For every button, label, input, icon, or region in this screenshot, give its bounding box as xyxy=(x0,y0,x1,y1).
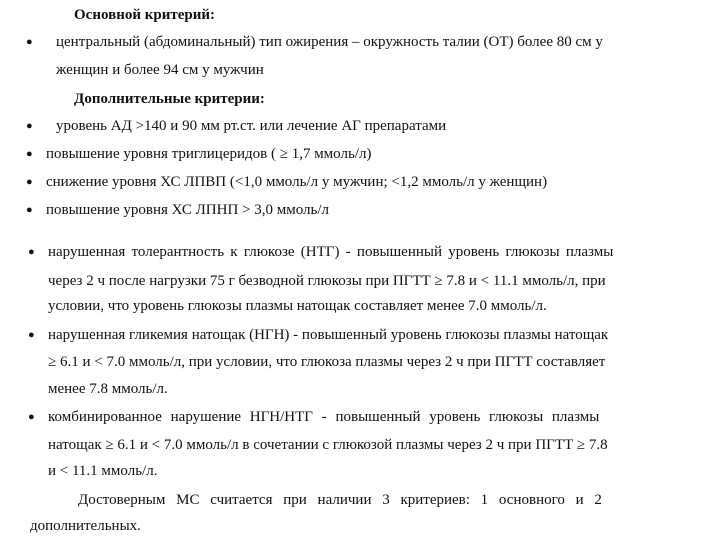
glucose-item-2-line-3: менее 7.8 ммоль/л. xyxy=(48,381,168,397)
additional-criteria-heading: Дополнительные критерии: xyxy=(74,91,265,107)
bullet-icon: ● xyxy=(28,246,35,258)
bullet-icon: ● xyxy=(26,148,33,160)
bullet-icon: ● xyxy=(26,36,33,48)
bullet-icon: ● xyxy=(28,329,35,341)
conclusion-line-1: Достоверным МС считается при наличии 3 критериев: 1 основного и 2 xyxy=(78,492,602,508)
additional-criterion-item: снижение уровня ХС ЛПВП (<1,0 ммоль/л у мужчин; <1,2 ммоль/л у женщин) xyxy=(46,174,548,190)
additional-criterion-item: повышение уровня триглицеридов ( ≥ 1,7 ммоль/л) xyxy=(46,146,372,162)
glucose-item-3-line-1: комбинированное нарушение НГН/НТГ - повышенный уровень глюкозы плазмы xyxy=(48,409,600,425)
glucose-item-2-line-2: ≥ 6.1 и < 7.0 ммоль/л, при условии, что глюкоза плазмы через 2 ч при ПГТТ составляет xyxy=(48,354,606,370)
bullet-icon: ● xyxy=(26,120,33,132)
main-criterion-heading: Основной критерий: xyxy=(74,7,216,23)
glucose-item-1-line-1: нарушенная толерантность к глюкозе (НТГ) - повышенный уровень глюкозы плазмы xyxy=(48,244,614,260)
glucose-item-1-line-3: условии, что уровень глюкозы плазмы натощак составляет менее 7.0 ммоль/л. xyxy=(48,298,547,314)
additional-criterion-item: уровень АД >140 и 90 мм рт.ст. или лечение АГ препаратами xyxy=(56,118,447,134)
conclusion-line-2: дополнительных. xyxy=(30,518,141,534)
main-criterion-line-1: центральный (абдоминальный) тип ожирения – окружность талии (ОТ) более 80 см у xyxy=(56,34,603,50)
glucose-item-2-line-1: нарушенная гликемия натощак (НГН) - повышенный уровень глюкозы плазмы натощак xyxy=(48,327,609,343)
main-criterion-line-2: женщин и более 94 см у мужчин xyxy=(56,62,264,78)
additional-criterion-item: повышение уровня ХС ЛПНП > 3,0 ммоль/л xyxy=(46,202,330,218)
bullet-icon: ● xyxy=(26,204,33,216)
glucose-item-3-line-3: и < 11.1 ммоль/л. xyxy=(48,463,158,479)
glucose-item-3-line-2: натощак ≥ 6.1 и < 7.0 ммоль/л в сочетании с глюкозой плазмы через 2 ч при ПГТТ ≥ 7.8 xyxy=(48,437,608,453)
bullet-icon: ● xyxy=(28,411,35,423)
bullet-icon: ● xyxy=(26,176,33,188)
glucose-item-1-line-2: через 2 ч после нагрузки 75 г безводной глюкозы при ПГТТ ≥ 7.8 и < 11.1 ммоль/л, при xyxy=(48,273,606,289)
